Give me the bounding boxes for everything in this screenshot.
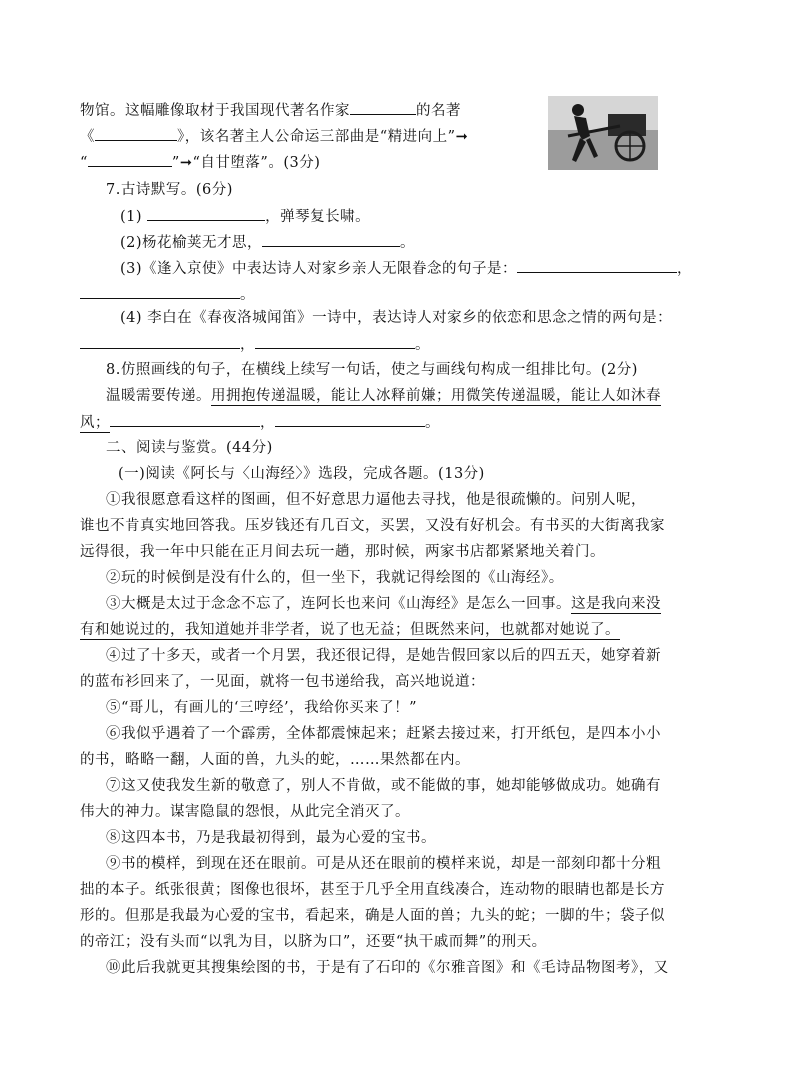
passage-p6-line1: ⑥我似乎遇着了一个霹雳，全体都震悚起来；赶紧去接过来，打开纸包，是四本小小 — [106, 726, 661, 742]
passage-p3-line2 — [80, 620, 720, 640]
q6-text: “ — [80, 155, 88, 171]
underlined-example: 风； — [80, 415, 110, 431]
passage-p8: ⑧这四本书，乃是我最初得到，最为心爱的宝书。 — [106, 830, 436, 846]
q6-line-1 — [80, 100, 720, 121]
q7-item-4 — [120, 308, 720, 328]
passage-p9-line2: 拙的本子。纸张很黄；图像也很坏，甚至于几乎全用直线凑合，连动物的眼睛也都是长方 — [80, 882, 665, 898]
passage-p10: ⑩此后我就更其搜集绘图的书，于是有了石印的《尔雅音图》和《毛诗品物图考》，又 — [106, 960, 669, 976]
poem-text: (4) 李白在《春夜洛城闻笛》一诗中，表达诗人对家乡的依恋和思念之情的两句是： — [120, 310, 673, 326]
q8-line-1 — [106, 386, 726, 406]
passage-p9-line4: 的帝江；没有头而“以乳为目，以脐为口”，还要“执干戚而舞”的刑天。 — [80, 934, 547, 950]
parallel-blank-1[interactable] — [110, 412, 260, 427]
poem-text: ，弹琴复长啸。 — [265, 209, 371, 225]
passage-p7-line1: ⑦这又使我发生新的敬意了，别人不肯做，或不能做的事，她却能够做成功。她确有 — [106, 778, 661, 794]
author-blank[interactable] — [350, 100, 416, 115]
poem-text: (2)杨花榆荚无才思， — [120, 235, 263, 251]
underlined-example: 用拥抱传递温暖，能让人冰释前嫌；用微笑传递温暖，能让人如沐春 — [211, 388, 661, 404]
parallel-blank-2[interactable] — [275, 412, 425, 427]
arrow-right-icon: ➞ — [455, 129, 469, 145]
poem-blank-3b[interactable] — [80, 284, 240, 299]
q8-title: 8.仿照画线的句子，在横线上续写一句话，使之与画线句构成一组排比句。(2分) — [106, 362, 638, 378]
q7-item-3 — [120, 258, 720, 279]
poem-blank-4b[interactable] — [255, 334, 415, 349]
underlined-sentence: 有和她说过的，我知道她并非学者，说了也无益；但既然来问，也就都对她说了。 — [80, 622, 620, 638]
q6-line-3 — [80, 152, 720, 173]
q7-title: 7.古诗默写。(6分) — [106, 182, 233, 198]
q8-text: ， — [260, 415, 275, 431]
passage-p4-line1: ④过了十多天，或者一个月罢，我还很记得，是她告假回家以后的四五天，她穿着新 — [106, 648, 661, 664]
passage-text: ③大概是太过于念念不忘了，连阿长也来问《山海经》是怎么一回事。 — [106, 596, 571, 612]
passage-p1-line2: 谁也不肯真实地回答我。压岁钱还有几百文，买罢，又没有好机会。有书买的大街离我家 — [80, 518, 665, 534]
q7-item-4-cont — [80, 334, 720, 355]
arrow-right-icon: ➞ — [179, 155, 193, 171]
passage-p7-line2: 伟大的神力。谋害隐鼠的怨恨，从此完全消灭了。 — [80, 804, 410, 820]
q7-item-2 — [120, 232, 720, 253]
poem-text: 。 — [400, 235, 416, 251]
poem-blank-1[interactable] — [147, 206, 265, 221]
passage-p3-line1 — [106, 594, 746, 614]
poem-text: 。 — [240, 287, 255, 303]
subsection-heading: (一)阅读《阿长与〈山海经〉》选段，完成各题。(13分) — [118, 466, 485, 482]
passage-p9-line1: ⑨书的模样，到现在还在眼前。可是从还在眼前的模样来说，却是一部刻印都十分粗 — [106, 856, 661, 872]
poem-text: (3)《逢入京使》中表达诗人对家乡亲人无限眷念的句子是： — [120, 261, 518, 277]
underlined-sentence: 这是我向来没 — [571, 596, 661, 612]
book-title-blank[interactable] — [95, 126, 177, 141]
q8-text: 温暖需要传递。 — [106, 388, 211, 404]
passage-p1-line3: 远得很，我一年中只能在正月间去玩一趟，那时候，两家书店都紧紧地关着门。 — [80, 544, 605, 560]
q6-text: “自甘堕落”。(3分) — [192, 155, 321, 171]
poem-text: ， — [677, 261, 693, 277]
passage-p1-line1: ①我很愿意看这样的图画，但不好意思力逼他去寻找，他是很疏懒的。问别人呢， — [106, 492, 646, 508]
passage-p6-line2: 的书，略略一翻，人面的兽，九头的蛇，……果然都在内。 — [80, 752, 470, 768]
poem-text: 。 — [415, 337, 430, 353]
passage-p9-line3: 形的。但那是我最为心爱的宝书，看起来，确是人面的兽；九头的蛇；一脚的牛；袋子似 — [80, 908, 665, 924]
q6-text: 《 — [80, 129, 95, 145]
passage-p4-line2: 的蓝布衫回来了，一见面，就将一包书递给我，高兴地说道： — [80, 674, 485, 690]
poem-blank-4a[interactable] — [80, 334, 240, 349]
item-number: (1) — [120, 209, 143, 225]
q6-line-2 — [80, 126, 720, 147]
section-heading: 二、阅读与鉴赏。(44分) — [106, 440, 273, 456]
poem-blank-3a[interactable] — [517, 258, 677, 273]
q6-text: 》，该名著主人公命运三部曲是“精进向上” — [177, 129, 456, 145]
passage-p5: ⑤“哥儿，有画儿的‘三哼经’，我给你买来了！” — [106, 700, 418, 716]
q7-item-1 — [120, 206, 720, 227]
q6-text: ” — [171, 155, 180, 171]
q8-line-2 — [80, 412, 720, 433]
q6-text: 物馆。这幅雕像取材于我国现代著名作家 — [80, 103, 350, 119]
poem-blank-2[interactable] — [262, 232, 400, 247]
passage-p2: ②玩的时候倒是没有什么的，但一坐下，我就记得绘图的《山海经》。 — [106, 570, 564, 586]
q7-item-3-cont — [80, 284, 720, 305]
fate-blank[interactable] — [88, 152, 172, 167]
poem-text: ， — [240, 337, 255, 353]
q8-text: 。 — [425, 415, 440, 431]
q6-text: 的名著 — [416, 103, 461, 119]
